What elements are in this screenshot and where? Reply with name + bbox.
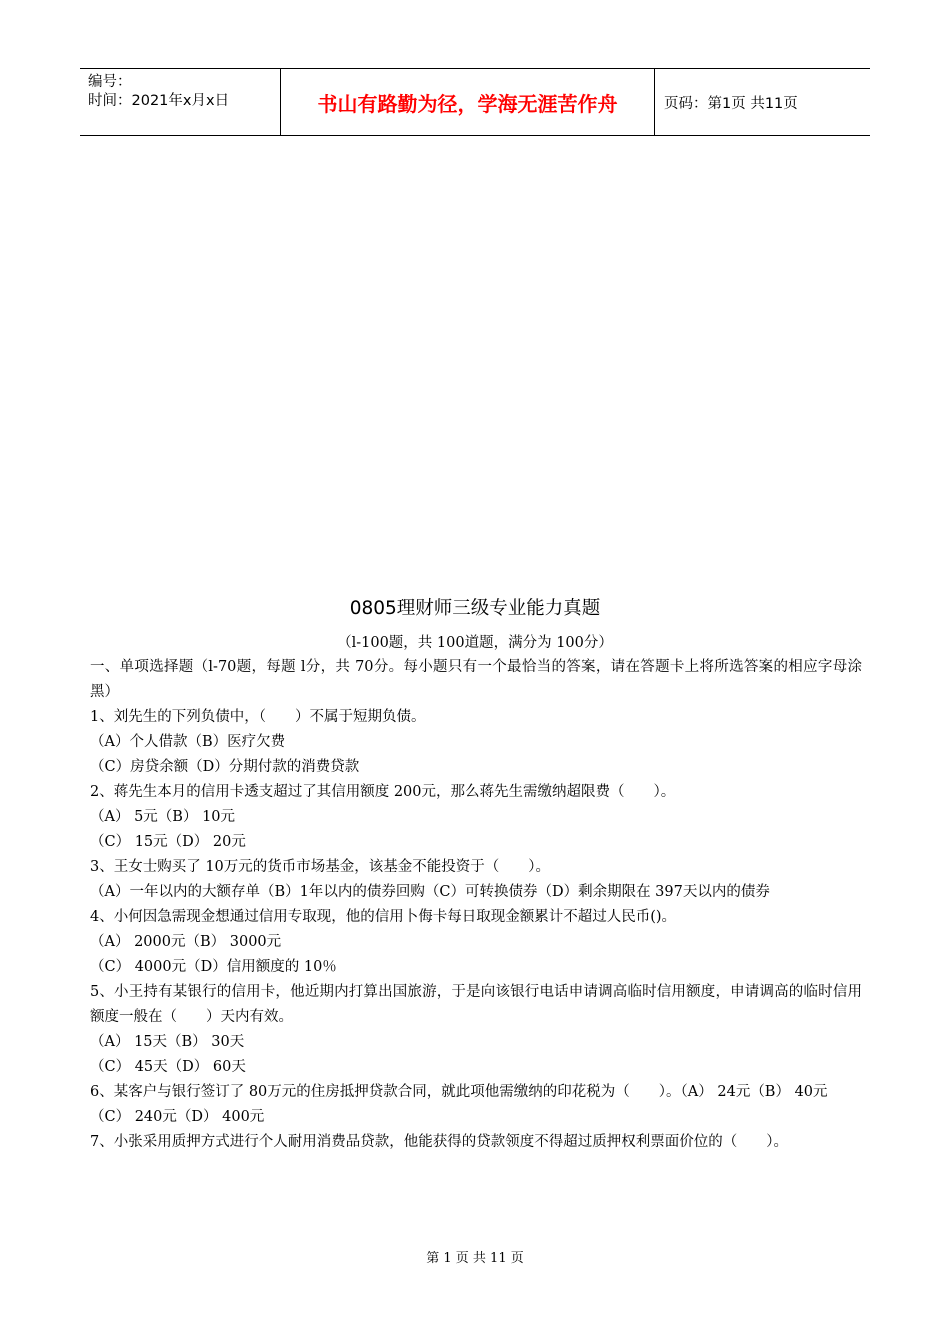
option-line: （C） 15元（D） 20元 <box>90 834 246 850</box>
question-line: 2、蒋先生本月的信用卡透支超过了其信用额度 200元，那么蒋先生需缴纳超限费（ ）。 <box>90 784 676 800</box>
header-page-code: 页码：第1页 共11页 <box>664 95 798 112</box>
document-title: 0805理财师三级专业能力真题 <box>349 598 601 619</box>
option-line: （C） 45天（D） 60天 <box>90 1059 246 1075</box>
option-line: （C） 240元（D） 400元 <box>90 1109 265 1125</box>
page-footer: 第 1 页 共 11 页 <box>426 1251 524 1266</box>
question-body <box>90 655 862 1155</box>
header-motto: 书山有路勤为径，学海无涯苦作舟 <box>281 69 655 135</box>
option-line: （A）一年以内的大额存单（B）1年以内的债券回购（C）可转换债券（D）剩余期限在 397天以内的债券 <box>90 884 770 900</box>
header-meta <box>80 69 281 135</box>
question-line: 5、小王持有某银行的信用卡，他近期内打算出国旅游，于是向该银行电话申请调高临时信用额度，申请调高的临时信用额度一般在（ ）天内有效。 <box>90 984 862 1025</box>
option-line: （C）房贷余额（D）分期付款的消费贷款 <box>90 759 360 775</box>
question-line: 3、王女士购买了 10万元的货币市场基金，该基金不能投资于（ ）。 <box>90 859 551 875</box>
page-header <box>80 68 870 136</box>
option-line: （A）个人借款（B）医疗欠费 <box>90 734 286 750</box>
question-line: 1、刘先生的下列负债中，（ ）不属于短期负债。 <box>90 709 426 725</box>
question-line: 7、小张采用质押方式进行个人耐用消费品贷款，他能获得的贷款领度不得超过质押权利票面价位的（ ）。 <box>90 1134 788 1150</box>
section-heading: 一、单项选择题（l-70题，每题 l分，共 70分。每小题只有一个最恰当的答案，请在答题卡上将所选答案的相应字母涂黑） <box>90 659 862 700</box>
date-line: 时间：2021年x月x日 <box>88 93 230 109</box>
option-line: （A） 5元（B） 10元 <box>90 809 236 825</box>
question-line: 4、小何因急需现金想通过信用专取现，他的信用卜侮卡每日取现金额累计不超过人民币()。 <box>90 909 677 925</box>
question-line: 6、某客户与银行签订了 80万元的住房抵押贷款合同，就此项他需缴纳的印花税为（ ）。（A） 24元（B） 40元 <box>90 1084 828 1100</box>
option-line: （C） 4000元（D）信用额度的 10％ <box>90 959 337 975</box>
document-subtitle: （l-100题，共 100道题，满分为 100分） <box>337 635 613 651</box>
option-line: （A） 15天（B） 30天 <box>90 1034 245 1050</box>
option-line: （A） 2000元（B） 3000元 <box>90 934 282 950</box>
serial-label: 编号： <box>88 74 132 90</box>
